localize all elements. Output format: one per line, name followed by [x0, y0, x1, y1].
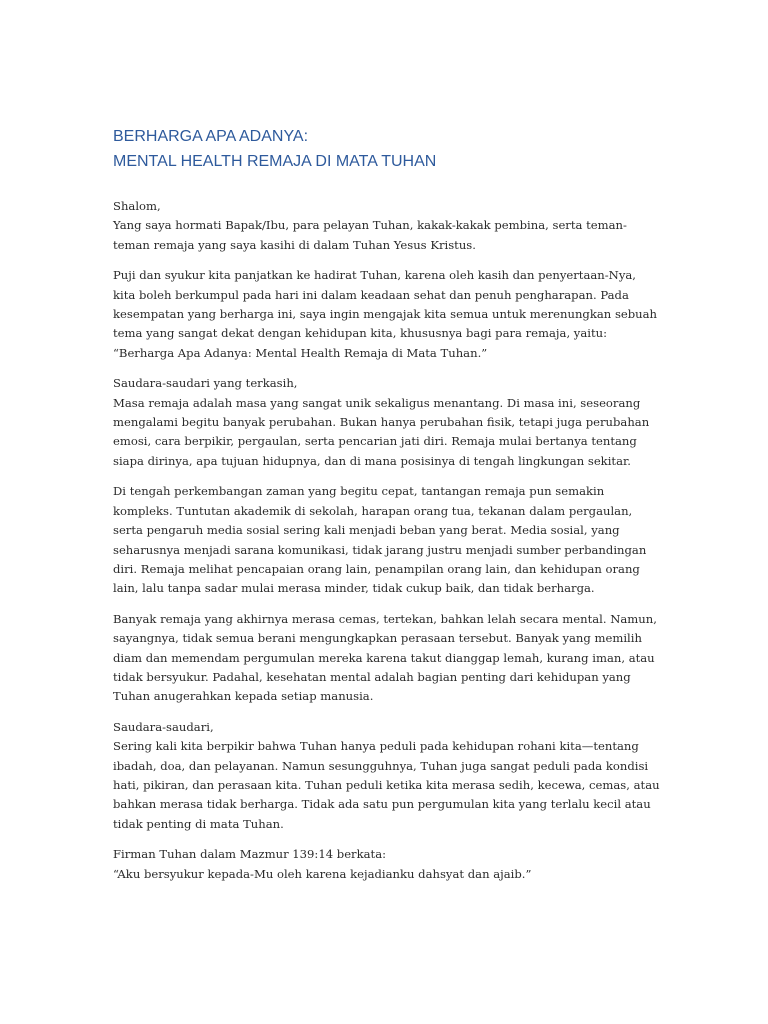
paragraph-line: mengalami begitu banyak perubahan. Bukan hanya perubahan fisik, tetapi juga perubahan — [113, 415, 650, 430]
paragraph-mental-strain — [113, 610, 658, 707]
paragraph-line: tidak penting di mata Tuhan. — [113, 816, 284, 831]
paragraph-line: Firman Tuhan dalam Mazmur 139:14 berkata: — [113, 847, 387, 862]
paragraph-scripture — [113, 845, 658, 884]
document-page — [113, 124, 658, 884]
paragraph-line: Saudara-saudari, — [113, 719, 214, 734]
paragraph-line: diam dan memendam pergumulan mereka karena takut dianggap lemah, kurang iman, atau — [113, 650, 655, 665]
paragraph-line: kompleks. Tuntutan akademik di sekolah, harapan orang tua, tekanan dalam pergaulan, — [113, 503, 633, 518]
paragraph-line: tema yang sangat dekat dengan kehidupan kita, khususnya bagi para remaja, yaitu: — [113, 326, 608, 341]
paragraph-line: Puji dan syukur kita panjatkan ke hadirat Tuhan, karena oleh kasih dan penyertaan-Nya, — [113, 268, 636, 283]
paragraph-line: lain, lalu tanpa sadar mulai merasa minder, tidak cukup baik, dan tidak berharga. — [113, 581, 595, 596]
paragraph-line: Tuhan anugerahkan kepada setiap manusia. — [113, 689, 374, 704]
paragraph-opening — [113, 266, 658, 363]
title-line-1: BERHARGA APA ADANYA: — [113, 128, 309, 145]
paragraph-adolescence — [113, 374, 658, 471]
paragraph-line: “Berharga Apa Adanya: Mental Health Remaja di Mata Tuhan.” — [113, 345, 488, 360]
paragraph-line: ibadah, doa, dan pelayanan. Namun sesungguhnya, Tuhan juga sangat peduli pada kondisi — [113, 758, 649, 773]
paragraph-line: tidak bersyukur. Padahal, kesehatan mental adalah bagian penting dari kehidupan yang — [113, 669, 631, 684]
paragraph-line: siapa dirinya, apa tujuan hidupnya, dan di mana posisinya di tengah lingkungan sekitar. — [113, 453, 631, 468]
paragraph-line: hati, pikiran, dan perasaan kita. Tuhan peduli ketika kita merasa sedih, kecewa, cemas, atau — [113, 777, 660, 792]
paragraph-line: Saudara-saudari yang terkasih, — [113, 376, 298, 391]
paragraph-line: kita boleh berkumpul pada hari ini dalam keadaan sehat dan penuh pengharapan. Pada — [113, 287, 629, 302]
title-line-2: MENTAL HEALTH REMAJA DI MATA TUHAN — [113, 153, 437, 170]
paragraph-line: Yang saya hormati Bapak/Ibu, para pelayan Tuhan, kakak-kakak pembina, serta teman- — [113, 218, 627, 233]
document-title — [113, 124, 658, 174]
paragraph-line: seharusnya menjadi sarana komunikasi, tidak jarang justru menjadi sumber perbandingan — [113, 542, 647, 557]
paragraph-line: kesempatan yang berharga ini, saya ingin mengajak kita semua untuk merenungkan sebuah — [113, 307, 658, 322]
paragraph-line: Banyak remaja yang akhirnya merasa cemas, tertekan, bahkan lelah secara mental. Namun, — [113, 611, 657, 626]
paragraph-line: Masa remaja adalah masa yang sangat unik sekaligus menantang. Di masa ini, seseorang — [113, 395, 641, 410]
paragraph-line: serta pengaruh media sosial sering kali menjadi beban yang berat. Media sosial, yang — [113, 523, 620, 538]
paragraph-line: Di tengah perkembangan zaman yang begitu cepat, tantangan remaja pun semakin — [113, 484, 605, 499]
paragraph-line: teman remaja yang saya kasihi di dalam Tuhan Yesus Kristus. — [113, 237, 476, 252]
paragraph-line: sayangnya, tidak semua berani mengungkapkan perasaan tersebut. Banyak yang memilih — [113, 631, 642, 646]
paragraph-line: Sering kali kita berpikir bahwa Tuhan hanya peduli pada kehidupan rohani kita—tentang — [113, 739, 639, 754]
paragraph-line: bahkan merasa tidak berharga. Tidak ada satu pun pergumulan kita yang terlalu kecil atau — [113, 797, 651, 812]
paragraph-greeting — [113, 197, 658, 255]
paragraph-challenges — [113, 482, 658, 598]
paragraph-god-cares — [113, 718, 658, 834]
paragraph-line: emosi, cara berpikir, pergaulan, serta pencarian jati diri. Remaja mulai bertanya tentang — [113, 434, 637, 449]
scripture-quote: “Aku bersyukur kepada-Mu oleh karena kejadianku dahsyat dan ajaib.” — [113, 866, 532, 881]
paragraph-line: Shalom, — [113, 199, 161, 213]
paragraph-line: diri. Remaja melihat pencapaian orang lain, penampilan orang lain, dan kehidupan orang — [113, 561, 640, 576]
